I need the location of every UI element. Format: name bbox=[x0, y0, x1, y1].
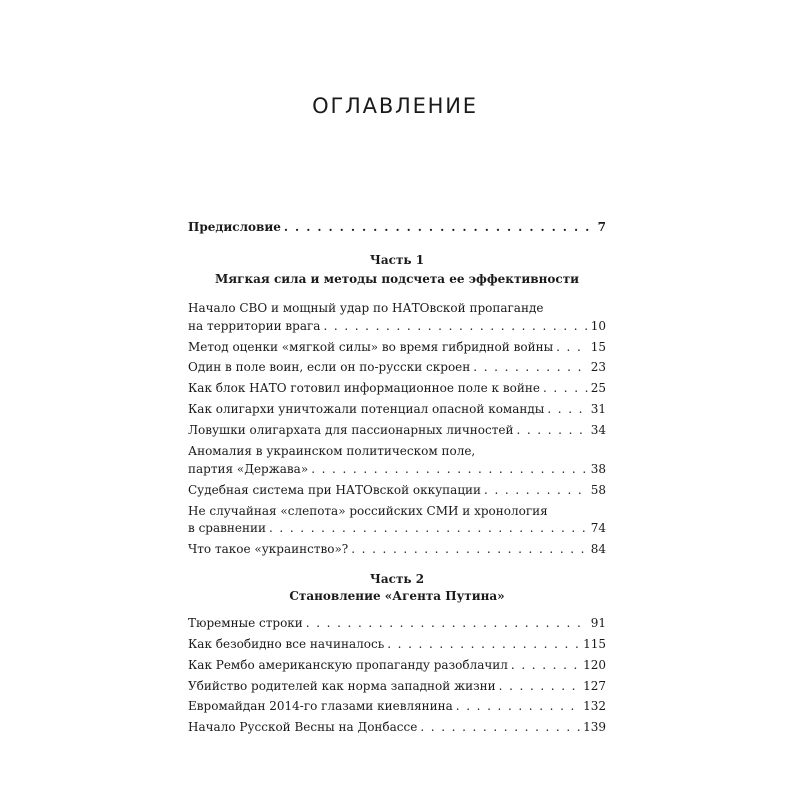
dot-leader bbox=[484, 481, 588, 500]
entry-title: Тюремные строки bbox=[188, 616, 303, 630]
dot-leader bbox=[473, 358, 587, 377]
toc-entry[interactable] bbox=[188, 400, 606, 419]
toc-entry[interactable] bbox=[188, 421, 606, 440]
dot-leader bbox=[456, 697, 580, 716]
entry-title: Как безобидно все начиналось bbox=[188, 637, 385, 651]
dot-leader bbox=[420, 718, 580, 737]
entry-page: 15 bbox=[590, 340, 606, 354]
entry-page: 58 bbox=[590, 483, 606, 497]
entry-page: 10 bbox=[590, 319, 606, 333]
entry-page: 7 bbox=[597, 220, 606, 234]
entry-title: партия «Держава» bbox=[188, 462, 309, 476]
toc-entry[interactable] bbox=[188, 540, 606, 559]
entry-title: на территории врага bbox=[188, 319, 321, 333]
page-title: ОГЛАВЛЕНИЕ bbox=[312, 94, 478, 118]
dot-leader bbox=[351, 540, 587, 559]
dot-leader bbox=[547, 400, 587, 419]
entry-title: Как Рембо американскую пропаганду разоблачил bbox=[188, 658, 508, 672]
toc-entry[interactable] bbox=[188, 614, 606, 633]
entry-title: Как блок НАТО готовил информационное поле к войне bbox=[188, 381, 540, 395]
entry-title: в сравнении bbox=[188, 521, 266, 535]
toc-entry[interactable] bbox=[188, 338, 606, 357]
entry-page: 74 bbox=[590, 521, 606, 535]
entry-title: Судебная система при НАТОвской оккупации bbox=[188, 483, 482, 497]
dot-leader bbox=[556, 338, 588, 357]
part-1-title: Мягкая сила и методы подсчета ее эффективности bbox=[214, 272, 580, 286]
toc-entry-preface[interactable] bbox=[188, 218, 606, 237]
part-1-number: Часть 1 bbox=[369, 253, 425, 267]
toc-entry[interactable] bbox=[188, 358, 606, 377]
toc-entry[interactable] bbox=[188, 481, 606, 500]
toc-entry[interactable] bbox=[188, 317, 606, 336]
entry-page: 84 bbox=[590, 542, 606, 556]
toc-entry[interactable] bbox=[188, 677, 606, 696]
entry-page: 38 bbox=[590, 462, 606, 476]
entry-page: 127 bbox=[583, 679, 606, 693]
entry-page: 34 bbox=[590, 423, 606, 437]
entry-page: 91 bbox=[590, 616, 606, 630]
dot-leader bbox=[387, 635, 580, 654]
entry-title: Убийство родителей как норма западной жизни bbox=[188, 679, 496, 693]
toc-entry-line1[interactable]: Аномалия в украинском политическом поле, bbox=[188, 444, 476, 458]
part-2-title: Становление «Агента Путина» bbox=[289, 589, 505, 603]
entry-title: Начало Русской Весны на Донбассе bbox=[188, 720, 418, 734]
entry-title: Метод оценки «мягкой силы» во время гибридной войны bbox=[188, 340, 554, 354]
toc-entry[interactable] bbox=[188, 519, 606, 538]
dot-leader bbox=[311, 460, 588, 479]
entry-page: 31 bbox=[590, 402, 606, 416]
dot-leader bbox=[306, 614, 588, 633]
dot-leader bbox=[284, 218, 595, 237]
toc-entry-line1[interactable]: Начало СВО и мощный удар по НАТОвской пропаганде bbox=[188, 301, 544, 315]
entry-page: 23 bbox=[590, 360, 606, 374]
entry-page: 115 bbox=[583, 637, 606, 651]
entry-page: 25 bbox=[590, 381, 606, 395]
entry-page: 132 bbox=[583, 699, 606, 713]
entry-title: Что такое «украинство»? bbox=[188, 542, 349, 556]
entry-title: Ловушки олигархата для пассионарных личностей bbox=[188, 423, 514, 437]
entry-page: 120 bbox=[583, 658, 606, 672]
dot-leader bbox=[516, 421, 587, 440]
dot-leader bbox=[323, 317, 587, 336]
entry-page: 139 bbox=[583, 720, 606, 734]
entry-title: Один в поле воин, если он по-русски скроен bbox=[188, 360, 471, 374]
dot-leader bbox=[511, 656, 580, 675]
entry-title: Предисловие bbox=[188, 220, 281, 234]
toc-entry[interactable] bbox=[188, 697, 606, 716]
toc-entry[interactable] bbox=[188, 656, 606, 675]
dot-leader bbox=[543, 379, 588, 398]
toc-entry[interactable] bbox=[188, 460, 606, 479]
toc-entry-line1[interactable]: Не случайная «слепота» российских СМИ и хронология bbox=[188, 504, 548, 518]
toc-entry[interactable] bbox=[188, 718, 606, 737]
toc-entry[interactable] bbox=[188, 379, 606, 398]
part-2-number: Часть 2 bbox=[369, 572, 425, 586]
entry-title: Евромайдан 2014-го глазами киевлянина bbox=[188, 699, 453, 713]
dot-leader bbox=[499, 677, 580, 696]
entry-title: Как олигархи уничтожали потенциал опасной команды bbox=[188, 402, 545, 416]
dot-leader bbox=[269, 519, 588, 538]
toc-entry[interactable] bbox=[188, 635, 606, 654]
